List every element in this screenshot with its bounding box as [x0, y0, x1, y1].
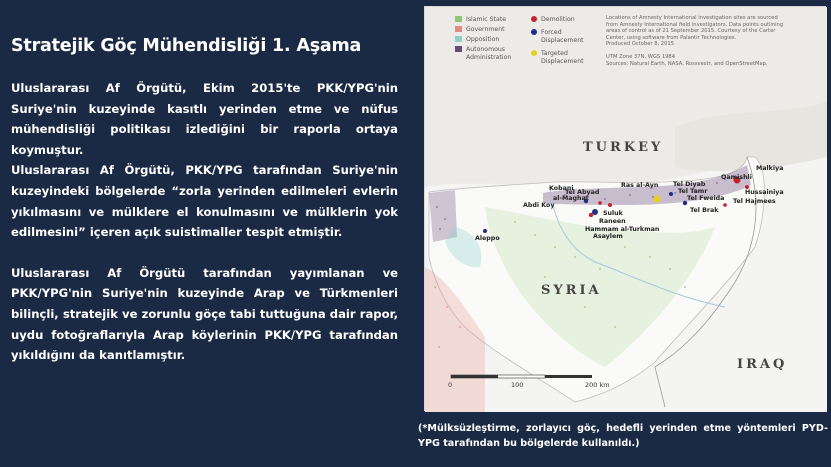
map-source-notes — [606, 15, 806, 67]
legend-islamic-state: Islamic State — [455, 16, 506, 24]
city-asaylem: Asaylem — [593, 233, 623, 240]
paragraph-abuses: Uluslararası Af Örgütü, PKK/YPG tarafından Suriye'nin kuzeyindeki bölgelerde “zorla yerinden edilmeleri evlerin yıkılmasını ve mülklere el konulmasını ve mülklerin yok edilmesini” içeren açık suistimaller tespit etmiştir. — [11, 163, 398, 240]
legend-forced: Forced — [531, 29, 562, 37]
map-image — [424, 6, 826, 411]
city-hammam-al-turkman: Hammam al-Turkman — [585, 226, 660, 233]
paragraph-satellite-evidence: Uluslararası Af Örgütü tarafından yayımlanan ve PKK/YPG'nin Suriye'nin kuzeyinde Arap ve Türkmenleri bilinçli, stratejik ve zorunlu göçe tabi tuttuğuna dair rapor, uydu fotoğraflarıyla Arap köylerinin PKK/YPG tarafından yıkıldığını da kanıtlamıştır. — [11, 265, 398, 363]
paragraph-report-intro: Uluslararası Af Örgütü, Ekim 2015'te PKK/YPG'nin Suriye'nin kuzeyinde kasıtlı yerinden etme ve nüfus mühendisliği politikası izlediğini bir raporla ortaya koymuştur. — [11, 81, 398, 157]
city-tel-abyad: Tel Abyad — [565, 189, 600, 196]
legend-autonomous: Autonomous — [455, 46, 505, 54]
scale-label-zero: 0 — [448, 381, 453, 389]
scale-label-end: 200 km — [585, 381, 610, 389]
note-line: Locations of Amnesty International investigation sites are sourced — [606, 15, 778, 21]
note-line: Produced October 8, 2015 — [606, 41, 675, 48]
legend-opposition: Opposition — [455, 36, 499, 44]
city-ras-al-ayn: Ras al-Ayn — [621, 182, 659, 189]
scale-bar — [451, 375, 592, 378]
map-graphic — [425, 7, 827, 412]
city-aleppo: Aleppo — [475, 235, 500, 242]
city-tel-hajmees: Tel Hajmees — [733, 198, 776, 205]
country-label-syria: SYRIA — [541, 283, 602, 298]
city-tel-brak: Tel Brak — [690, 207, 719, 214]
note-line: UTM Zone 37N, WGS 1984 — [606, 53, 676, 60]
city-tel-diyab: Tel Diyab — [673, 181, 706, 188]
legend-autonomous-line2: Administration — [466, 54, 512, 61]
city-kobani: Kobani — [549, 185, 574, 192]
country-label-turkey: TURKEY — [583, 140, 664, 155]
city-al-maghat: al-Maghat — [553, 195, 589, 202]
city-tel-fweida: Tel Fweida — [687, 195, 725, 202]
legend-targeted: Targeted — [531, 50, 568, 58]
city-abdi-koy: Abdi Koy — [523, 202, 555, 209]
legend-demolition: Demolition — [531, 16, 575, 24]
note-line: Sources: Natural Earth, NASA, Rossvestr, and OpenStreetMap. — [606, 60, 768, 67]
note-line: Center, using software from Palantir Technologies. — [606, 34, 737, 41]
legend-government: Government — [455, 26, 505, 34]
country-label-iraq: IRAQ — [737, 357, 788, 372]
city-malkiya: Malkiya — [756, 165, 784, 172]
note-line: areas of control as of 21 September 2015. Courtesy of the Carter — [606, 28, 776, 35]
scale-label-mid: 100 — [511, 381, 524, 389]
city-tel-tamr: Tel Tamr — [678, 188, 708, 195]
note-line: from Amnesty International field investigators. Data points outlining — [606, 21, 784, 28]
map-caption: (*Mülksüzleştirme, zorlayıcı göç, hedefli yerinden etme yöntemleri PYD-YPG tarafından bu bölgelerde kullanıldı.) — [418, 423, 828, 449]
city-hussainiya: Hussainiya — [745, 189, 784, 196]
legend-forced-line2: Displacement — [541, 37, 584, 44]
slide-title: Stratejik Göç Mühendisliği 1. Aşama — [11, 36, 362, 56]
city-qamishli: Qamishli — [721, 174, 752, 181]
slide-text-panel — [0, 0, 412, 467]
legend-targeted-line2: Displacement — [541, 58, 584, 65]
city-suluk: Suluk — [603, 210, 623, 217]
city-raneen: Raneen — [599, 218, 626, 225]
